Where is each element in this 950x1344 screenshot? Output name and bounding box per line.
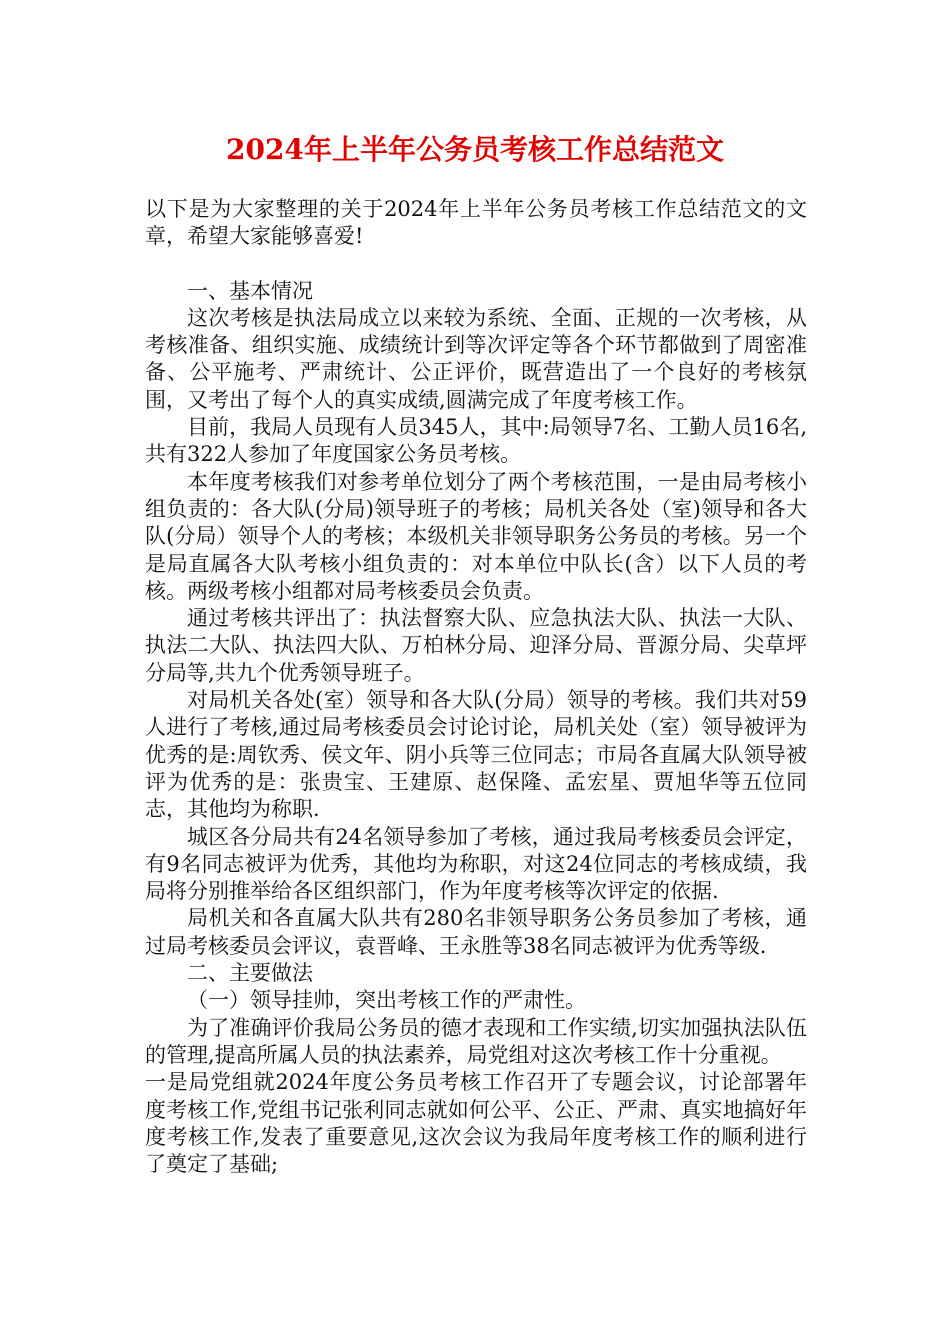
document-title: 2024年上半年公务员考核工作总结范文 (226, 133, 724, 166)
intro-paragraph: 以下是为大家整理的关于2024年上半年公务员考核工作总结范文的文章，希望大家能够喜爱! (145, 197, 807, 249)
paragraph: 对局机关各处(室）领导和各大队(分局）领导的考核。我们共对59人进行了考核,通过局考核委员会讨论讨论，局机关处（室）领导被评为优秀的是:周钦秀、侯文年、阴小兵等三位同志；市局各直属大队领导被评为优秀的是：张贵宝、王建原、赵保隆、孟宏星、贾旭华等五位同志，其他均为称职. (145, 688, 807, 822)
paragraph: 通过考核共评出了：执法督察大队、应急执法大队、执法一大队、执法二大队、执法四大队、万柏林分局、迎泽分局、晋源分局、尖草坪分局等,共九个优秀领导班子。 (145, 606, 807, 685)
paragraph: 城区各分局共有24名领导参加了考核，通过我局考核委员会评定，有9名同志被评为优秀，其他均为称职，对这24位同志的考核成绩，我局将分别推举给各区组织部门，作为年度考核等次评定的依据. (145, 824, 807, 904)
paragraph: 这次考核是执法局成立以来较为系统、全面、正规的一次考核，从考核准备、组织实施、成绩统计到等次评定等各个环节都做到了周密准备、公平施考、严肃统计、公正评价，既营造出了一个良好的考核氛围，又考出了每个人的真实成绩,圆满完成了年度考核工作。 (145, 305, 807, 412)
section-heading-basic-situation: 一、基本情况 (187, 278, 313, 303)
paragraph: 局机关和各直属大队共有280名非领导职务公务员参加了考核，通过局考核委员会评议，袁晋峰、王永胜等38名同志被评为优秀等级. (145, 906, 807, 958)
paragraph: 本年度考核我们对参考单位划分了两个考核范围，一是由局考核小组负责的：各大队(分局)领导班子的考核；局机关各处（室)领导和各大队(分局）领导个人的考核；本级机关非领导职务公务员的考核。另一个是局直属各大队考核小组负责的：对本单位中队长(含）以下人员的考核。两级考核小组都对局考核委员会负责。 (145, 469, 807, 603)
paragraph: 目前，我局人员现有人员345人，其中:局领导7名、工勤人员16名,共有322人参加了年度国家公务员考核。 (145, 415, 807, 467)
document-body (145, 196, 807, 1178)
subsection-heading: （一）领导挂帅，突出考核工作的严肃性。 (187, 988, 586, 1013)
section-heading-main-practices: 二、主要做法 (187, 961, 313, 986)
paragraph: 一是局党组就2024年度公务员考核工作召开了专题会议，讨论部署年度考核工作,党组书记张利同志就如何公平、公正、严肃、真实地搞好年度考核工作,发表了重要意见,这次会议为我局年度考核工作的顺利进行了奠定了基础; (145, 1070, 807, 1177)
paragraph: 为了准确评价我局公务员的德才表现和工作实绩,切实加强执法队伍的管理,提高所属人员的执法素养，局党组对这次考核工作十分重视。 (145, 1015, 807, 1067)
